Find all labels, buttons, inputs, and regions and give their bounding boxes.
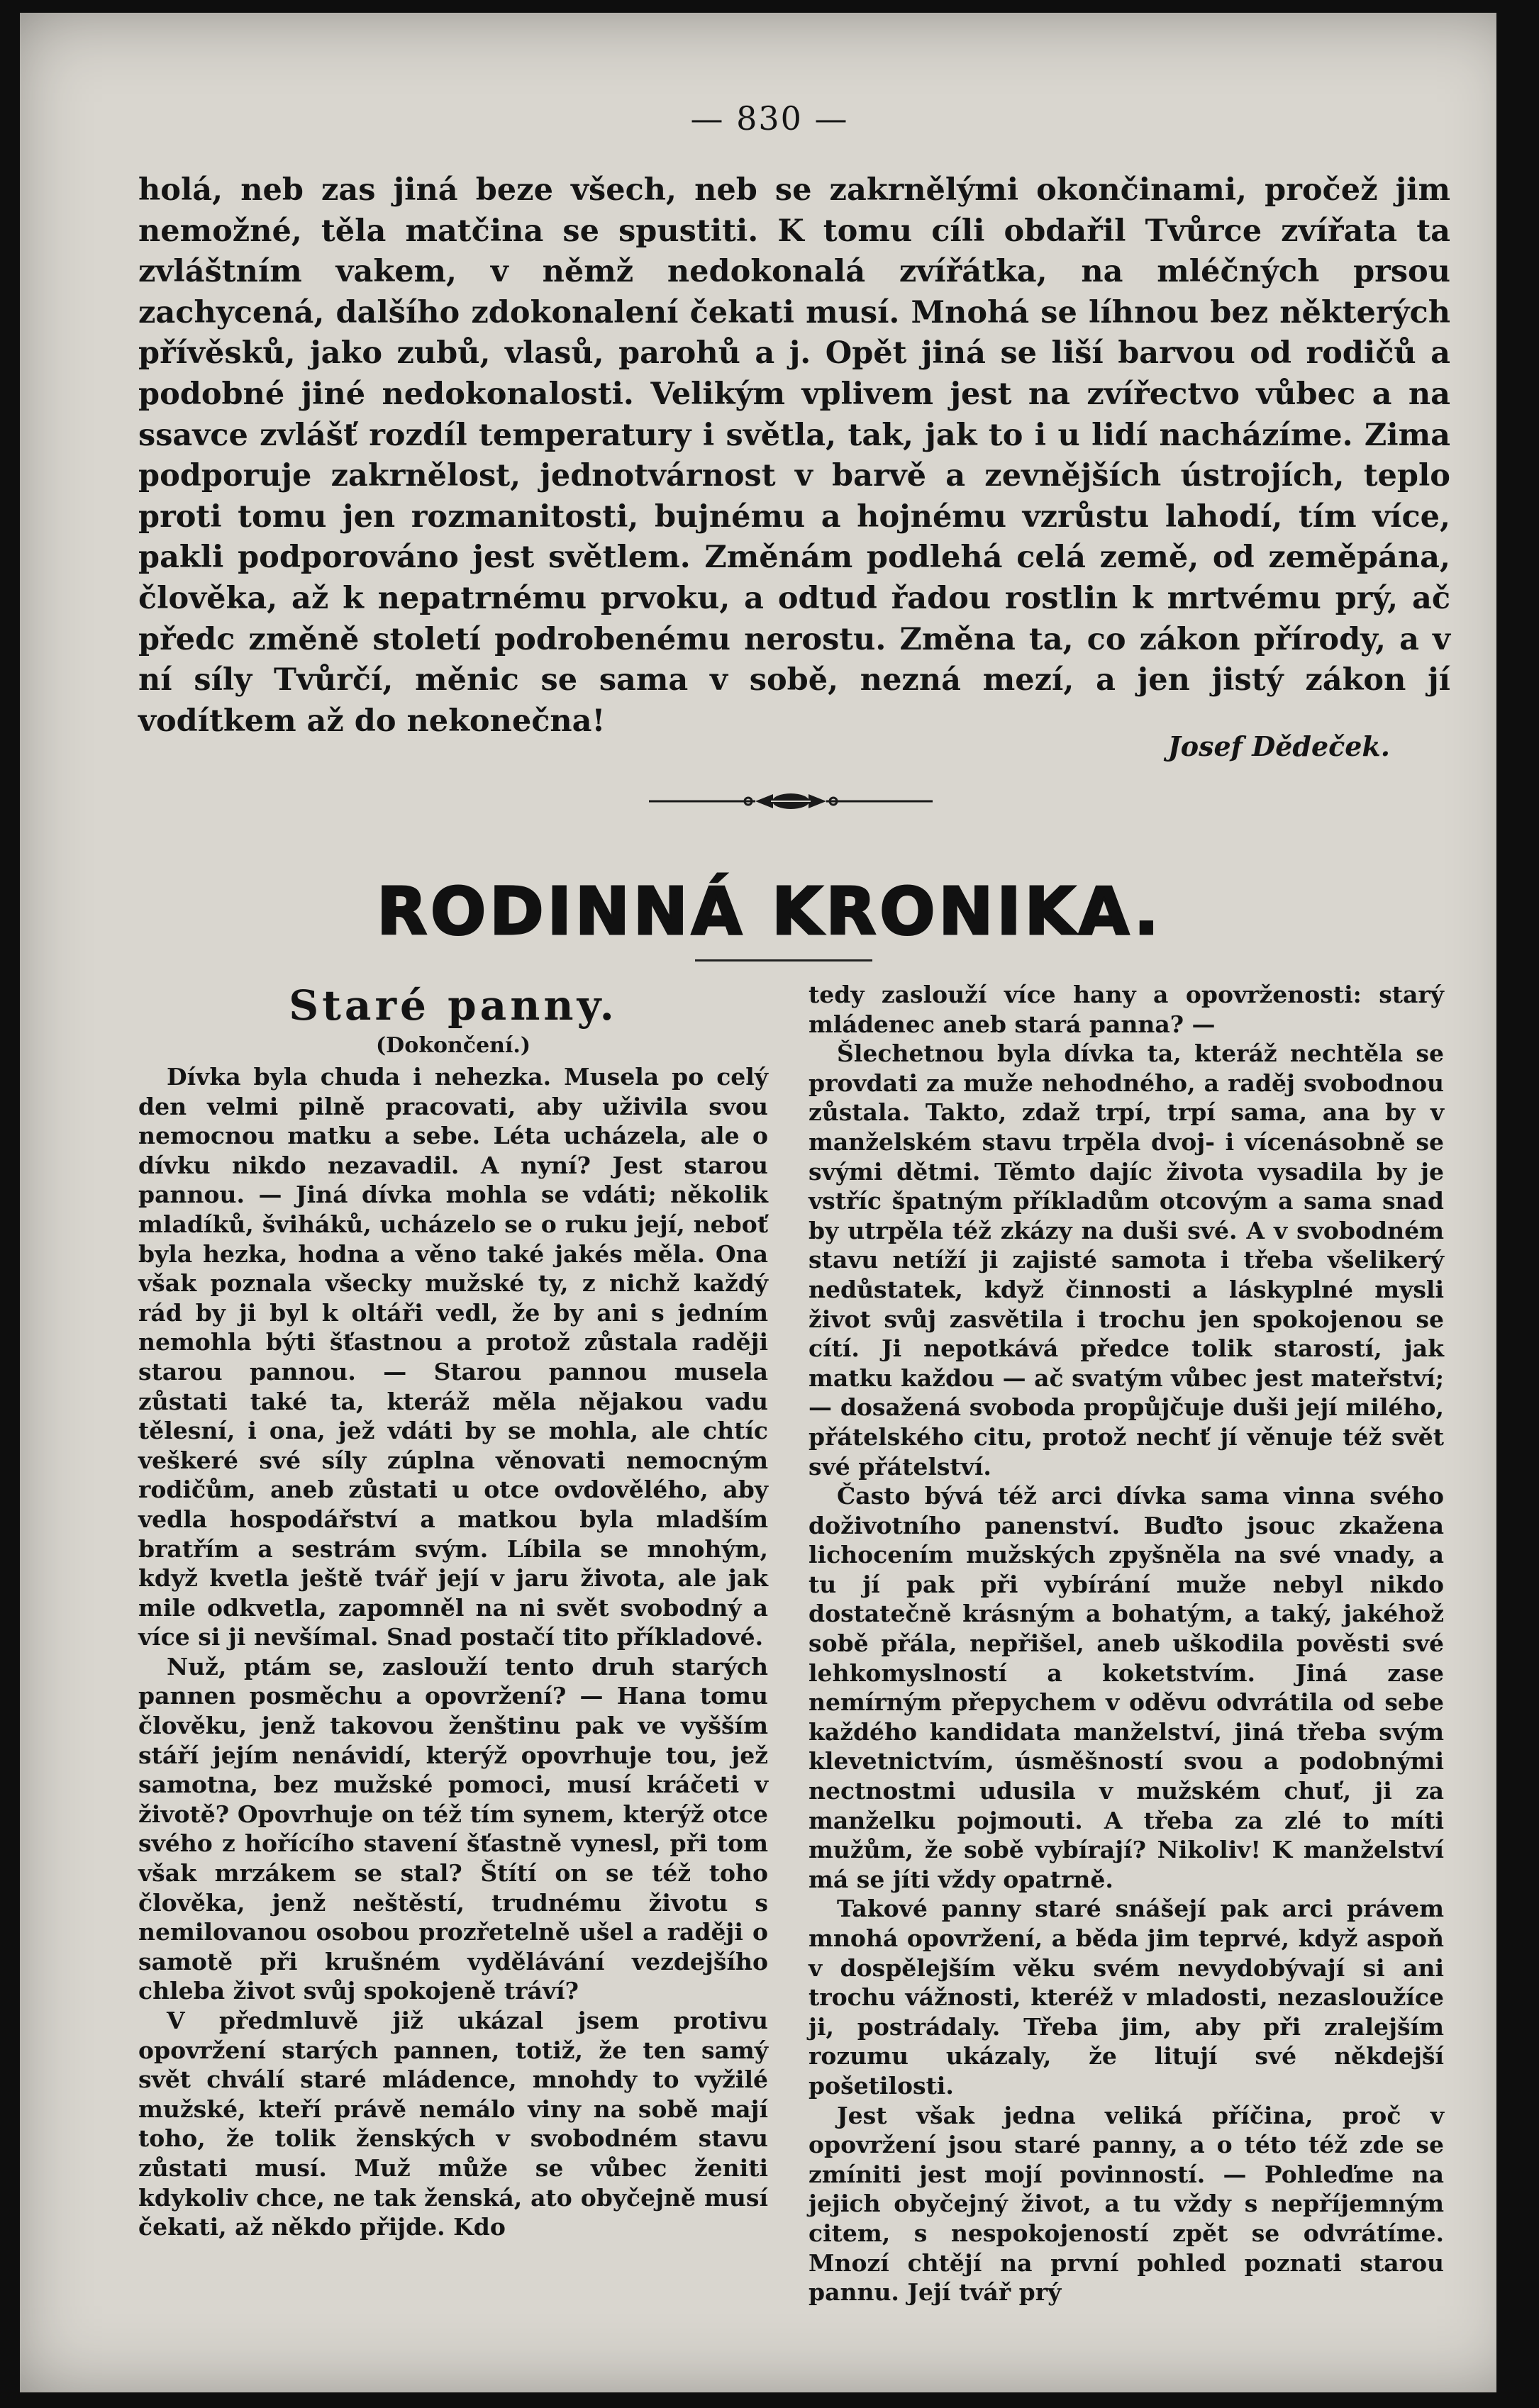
left-column (138, 971, 768, 2242)
title-rule (695, 959, 872, 961)
story-paragraph: Jest však jedna veliká příčina, proč v opovržení jsou staré panny, a o této též zde se zmíniti jest mojí povinností. — Pohleďme na jejich obyčejný život, a tu vždy s nepříjemným citem, s nespokojeností zpět se odvrátíme. Mnozí chtějí na první pohled poznati starou pannu. Její tvář prý (809, 2101, 1444, 2307)
story-paragraph: V předmluvě již ukázal jsem protivu opovržení starých pannen, totiž, že ten samý svět chválí staré mládence, mnohdy to vyžilé mužské, kteří právě nemálo viny na sobě mají toho, že tolik ženských v svobodném stavu zůstati musí. Muž může se vůbec ženiti kdykoliv chce, ne tak ženská, ato obyčejně musí čekati, až někdo přijde. Kdo (138, 2007, 768, 2241)
scan-edge-bottom (0, 2392, 1539, 2408)
divider-ornament (649, 787, 933, 815)
scan-edge-top (0, 0, 1539, 13)
section-title: RODINNÁ KRONIKA. (377, 874, 1162, 949)
right-column (809, 980, 1444, 2307)
story-paragraph: tedy zaslouží více hany a opovrženosti: starý mládenec aneb stará panna? — (809, 981, 1444, 1038)
story-paragraph: Často bývá též arci dívka sama vinna svého doživotního panenství. Buďto jsouc zkažena lichocením mužských zpyšněla na své vnady, a tu jí pak při vybírání muže nebyl nikdo dostatečně krásným a bohatým, a taký, jakéhož sobě přála, nepřišel, aneb uškodila pověsti své lehkomyslností a koketstvím. Jiná zase nemírným přepychem v oděvu odvrátila od sebe každého kandidata manželství, jiná třeba svým klevetnictvím, úsměšností svou a podobnými nectnostmi udusila v mužském chuť, ji za manželku pojmouti. A třeba za zlé to míti mužům, že sobě vybírají? Nikoliv! K manželství má se jíti vždy opatrně. (809, 1482, 1444, 1893)
story-paragraph: Nuž, ptám se, zaslouží tento druh starých pannen posměchu a opovržení? — Hana tomu člověku, jenž takovou ženštinu pak ve vyšším stáří jejím nenávidí, kterýž opovrhuje tou, jež samotna, bez mužské pomoci, musí kráčeti v životě? Opovrhuje on též tím synem, kterýž otce svého z hořícího stavení šťastně vynesl, při tom však mrzákem se stal? Štítí on se též toho člověka, jenž neštěstí, trudnému životu s nemilovanou osobou prozřetelně ušel a raději o samotě při krušném vydělávání vezdejšího chleba život svůj spokojeně tráví? (138, 1652, 768, 2005)
essay-continuation (138, 170, 1450, 742)
story-paragraph: Šlechetnou byla dívka ta, kteráž nechtěla se provdati za muže nehodného, a raděj svobodnou zůstala. Takto, zdaž trpí, trpí sama, ana by v manželském stavu trpěla dvoj- i vícenásobně se svými dětmi. Těmto dajíc života vysadila by je vstříc špatným příkladům otcovým a sama snad by utrpěla též zkázy na duši své. A v svobodném stavu netíží ji zajisté samota i třeba všelikerý nedůstatek, když činnosti a láskyplné mysli život svůj zasvětila i trochu jen spokojenou se cítí. Ji nepotkává předce tolik starostí, jak matku každou — ač svatým vůbec jest mateřství; — dosažená svoboda propůjčuje duši její milého, přátelského citu, protož nechť jí věnuje též svět své přátelství. (809, 1039, 1444, 1481)
story-paragraph: Takové panny staré snášejí pak arci právem mnohá opovržení, a běda jim teprvé, když aspoň v dospělejším věku svém nevydobývají si ani trochu vážnosti, kteréž v mladosti, nezasloužíce ji, postrádaly. Třeba jim, aby při zralejším rozumu ukázaly, že litují své někdejší pošetilosti. (809, 1895, 1444, 2100)
essay-signature: Josef Dědeček. (1167, 730, 1390, 762)
page-number: — 830 — (690, 99, 849, 138)
story-title: Staré panny. (289, 981, 618, 1030)
scan-edge-right (1496, 0, 1539, 2408)
story-subtitle: (Dokončení.) (375, 1033, 531, 1058)
essay-paragraph: holá, neb zas jiná beze všech, neb se zakrnělými okončinami, pročež jim nemožné, těla matčina se spustiti. K tomu cíli obdařil Tvůrce zvířata ta zvláštním vakem, v němž nedokonalá zvířátka, na mléčných prsou zachycená, dalšího zdokonalení čekati musí. Mnohá se líhnou bez některých přívěsků, jako zubů, vlasů, parohů a j. Opět jiná se liší barvou od rodičů a podobné jiné nedokonalosti. Velikým vplivem jest na zvířectvo vůbec a na ssavce zvlášť rozdíl temperatury i světla, tak, jak to i u lidí nacházíme. Zima podporuje zakrnělost, jednotvárnost v barvě a zevnějších ústrojích, teplo proti tomu jen rozmanitosti, bujnému a hojnému vzrůstu lahodí, tím více, pakli podporováno jest světlem. Změnám podlehá celá země, od zeměpána, člověka, až k nepatrnému prvoku, a odtud řadou rostlin k mrtvému prý, ač předc změně století podrobenému nerostu. Změna ta, co zákon přírody, a v ní síly Tvůrčí, měnic se sama v sobě, nezná mezí, a jen jistý zákon jí vodítkem až do nekonečna! (138, 172, 1450, 739)
scan-edge-left (0, 0, 20, 2408)
story-paragraph: Dívka byla chuda i nehezka. Musela po celý den velmi pilně pracovati, aby uživila svou nemocnou matku a sebe. Léta ucházela, ale o dívku nikdo nezavadil. A nyní? Jest starou pannou. — Jiná dívka mohla se vdáti; několik mladíků, šviháků, ucházelo se o ruku její, neboť byla hezka, hodna a věno také jakés měla. Ona však poznala všecky mužské ty, z nichž každý rád by ji byl k oltáři vedl, že by ani s jedním nemohla býti šťastnou a protož zůstala raději starou pannou. — Starou pannou musela zůstati také ta, kteráž měla nějakou vadu tělesní, i ona, jež vdáti by se mohla, ale chtíc veškeré své síly zúplna věnovati nemocným rodičům, aneb zůstati u otce ovdovělého, aby vedla hospodářství a matkou byla mladším bratřím a sestrám svým. Líbila se mnohým, když kvetla ještě tvář její v jaru života, ale jak mile odkvetla, zapomněl na ni svět svobodný a více si ji nevšímal. Snad postačí tito příkladové. (138, 1063, 768, 1651)
